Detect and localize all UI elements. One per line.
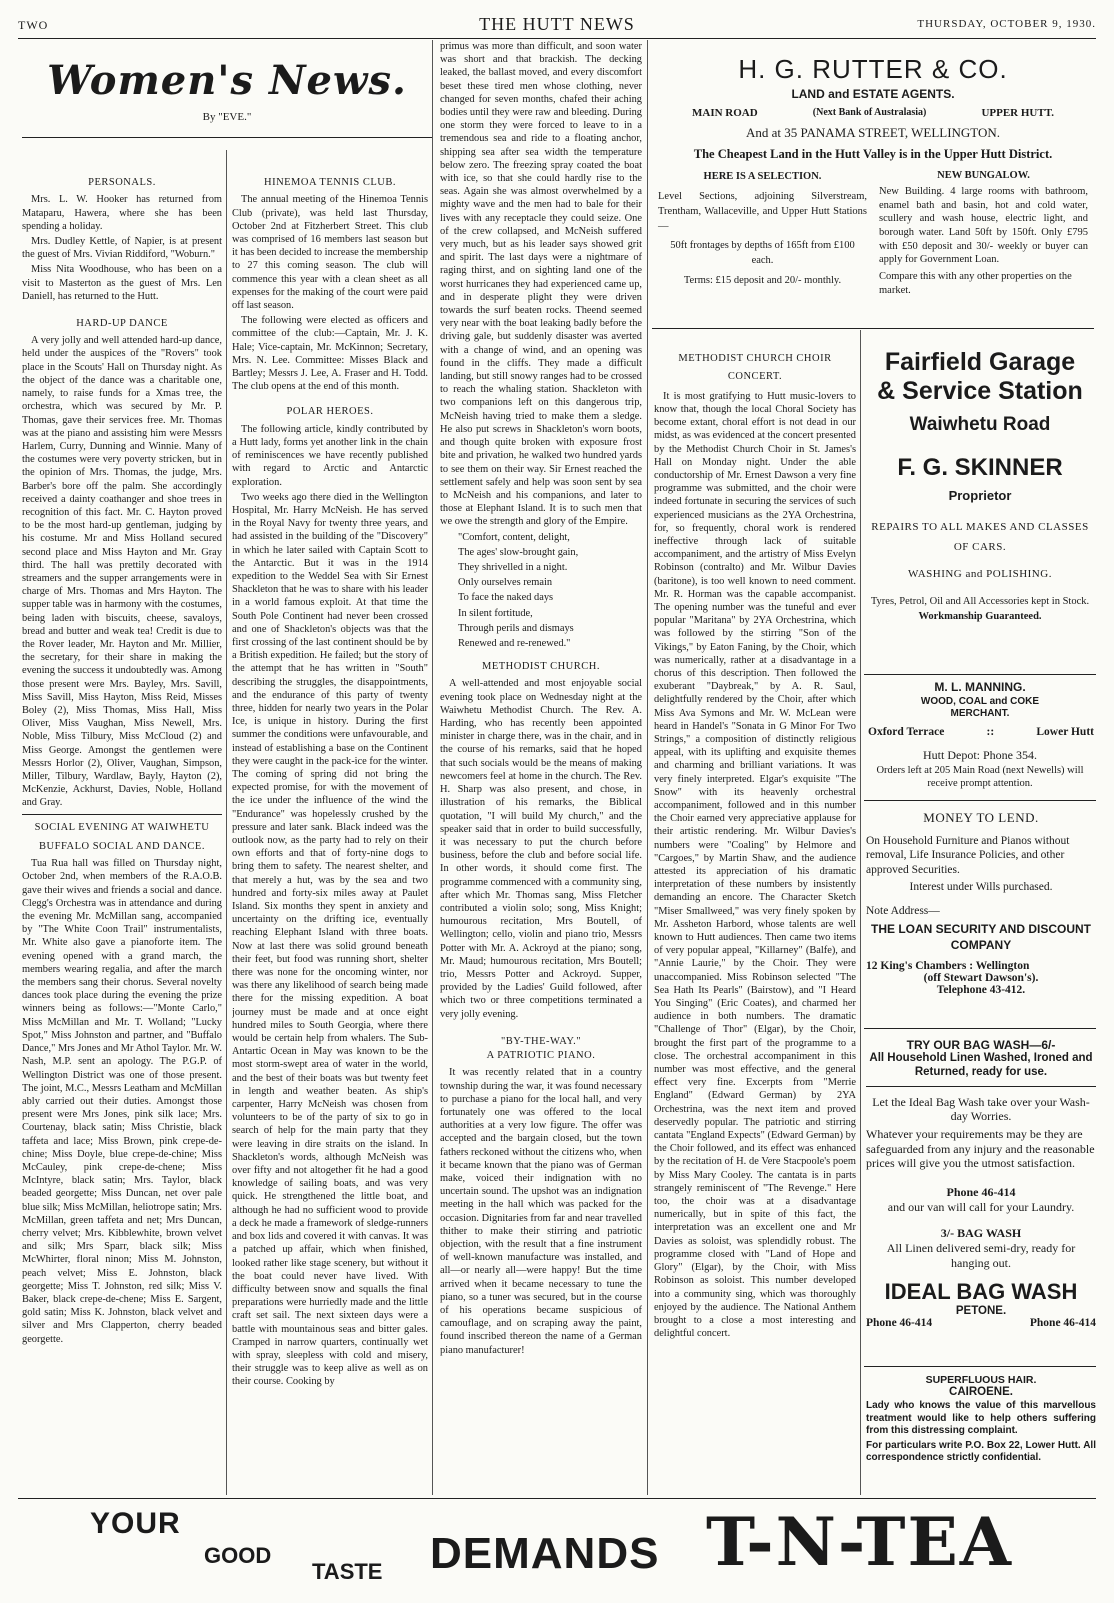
paragraph: primus was more than difficult, and soon water was short and that brackish. The decking leaked, the ballast moved, and every discomfort beset these tired men whose clothing, never changed for seven months, chafed their aching bodies until they were raw and bleeding. During one storm they were forced to leave to in a tremendous sea and ride to a floating anchor, shipping sea after sea width the temperature below zero. The freezing spray coated the boat with ice, so that she could hardly rise to the seas. Again she was almost overwhelmed by a mighty wave and the men had to bale for their lives with any receptacle they could seize. One of the crew collapsed, and McNeish suffered very much, but as his leader says showed grit and spirit. The last days were a nightmare of raging thirst, and on sighting land one of the worst hurricanes they had experienced came up, and in desperate plight they were driven towards the surf beaten rocks. Theend seemed very near with the boat leaking badly before the driving gale, but suddenly disaster was averted with a change of wind, and an opening was found in the cliffs. They made a difficult landing, but still snowy ranges had to be crossed to reach the whaling station. Shackleton with two companions left on this dangerous trip, McNeish having tried to make them a sledge. He also put screws in Shackleton's worn boots, and though quite broken with exposure frost bite and privation, he walked two hundred yards to see them on their way. Sir Ernest reached the settlement safely and help was soon sent by sea to McNeish and his companions, and later to those at Elephant Island. It is to such men that we owe the strength and glory of the Empire.	[440, 41, 642, 528]
manning-name: M. L. MANNING.	[934, 680, 1026, 694]
hair-advert	[866, 1372, 1096, 1494]
divider	[864, 1366, 1096, 1367]
bagwash-safeguard: Whatever your requirements may be they are safeguarded from any injury and the reasonable prices will give you the utmost satisfaction.	[866, 1127, 1095, 1171]
rutter-listings	[652, 169, 1094, 297]
manning-town: Lower Hutt	[1036, 726, 1094, 738]
rutter-advert	[652, 40, 1094, 328]
column-rule	[860, 330, 861, 1495]
issue-date: THURSDAY, OCTOBER 9, 1930.	[917, 18, 1096, 30]
piano-heading: A PATRIOTIC PIANO.	[486, 1050, 596, 1062]
garage-washing: WASHING and POLISHING.	[908, 568, 1052, 581]
paragraph: Two weeks ago there died in the Wellington Hospital, Mr. Harry McNeish. He has served in the Royal Navy for twenty three years, and had assisted in the building of the "Discovery" in which he later sailed with Captain Scott to the Antarctic. But it was in the 1914 expedition to the Weddel Sea with Sir Ernest Shackleton that he was to share with his leader in a world famous exploit. At that time the South Pole Continent had never been crossed and one of Shackleton's objects was that the first crossing of the last continent should be by a British expedition. He failed; but the story of the attempt that he has written in "South" describing the struggles, the disappointments, and the endurance of this party of twenty three, hidden for nearly two years in the Polar Ice, is unique in history. During the first summer the conditions were unfavourable, and instead of establishing a base on the Continent they were caught in the pack-ice for the winter. The coming of spring did not bring the expected promise, for with the movement of the ice under the influence of the wind the "Endurance" was hopelessly crushed by the pressure and later sank. Black indeed was the outlook now, as the party had to rely on their own efforts and that of forty-nine dogs to bring them to safety. The nearest shelter, and that merely a hut, was by the sea and two hundred and forty-six miles away at Paulet Island. Six months they spent in anxiety and uncertainty on the drifting ice, eventually reaching Elephant Island with three boats. Now at last there was solid ground beneath their feet, but food was running short, shelter there was none for the oncoming winter, nor was there any likelihood of search being made there for the missing expedition. A boat journey must be made and at once eight hundred miles to South Georgia, where there would be certain help from whalers. The Sub-Antartic Ocean in May was known to be the most storm-swept area of water in the world, and the best of their boats was but twenty feet in length and weather beaten. As ship's carpenter, Harry McNeish was chosen from volunteers to be of the party of six to go in search of help for the main party that they were leaving in dire straits on the island. In Shackleton's words, although McNeish was over fifty and not altogether fit he had a good knowledge of sailing boats, and was very quick. He strengthened the little boat, and although he had no sufficient wood to provide a deck he made a framework of sledge-runners and box lids and covered it with canvas. It was a patched up affair, which when finished, looked rather like stage scenery, but without it the boat could never have lived. With difficulty between snow and squalls the final preparations were hurriedly made and the little craft set sail. The next sixteen days were a battle with mountainous seas and bitter gales. Cramped in narrow quarters, continually wet with spray, sleepless with cold and misery, their struggle was to keep alive as well as on their course. Cooking by	[232, 491, 428, 1388]
hinemoa-heading: HINEMOA TENNIS CLUB.	[263, 177, 397, 188]
divider	[652, 328, 1094, 329]
manning-sep: ::	[986, 726, 995, 738]
money-address-2: (off Stewart Dawson's).	[923, 971, 1039, 984]
divider	[864, 674, 1096, 675]
paragraph: Tua Rua hall was filled on Thursday night, October 2nd, when members of the R.A.O.B. gave their wives and friends a social and dance. Clegg's Orchestra was in attendance and during the evening Mr. McMillan sang, accompanied by "The White Coon Trail" instrumentalists, Mr. White also gave a pianoforte item. The evening opened with a grand march, the members wearing regalia, and after the march the members sang their chorus. Several novelty dances took place during the evening the prize winners being as follows:—"Monte Carlo," Miss McMillan and Mr. T. Wolland; "Lucky Spot," Miss Johnston and partner, and "Buffalo Dance," Mrs Jones and Mr Athol Taylor. Mr. W. Nash, M.P. sent an apology. The P.G.P. of Wellington District was one of those present. The joint, M.C., Messrs Leatham and McMillan ably carried out their duties. Amongst those present were Mrs Jones, pink silk lace; Mrs. Courtenay, black satin; Miss Christie, black taffeta and lace; Miss Brown, pink crepe-de-chine; Miss Doyle, blue crepe-de-chine; Miss McCauley, pink crepe-de-chene; Miss McIntyre, black satin; Mrs. Taylor, black beaded georgette; Miss Duncan, net over pale blue silk; Miss McMillan, heliotrope satin; Mrs. McMillan, green taffeta and net; Mrs Duncan, cherry velvet; Mrs. Kibblewhite, brown velvet and silk; Mrs Sparr, black silk; Miss McWhirter, floral ninon; Miss M. Johnston, peach velvet; Miss E. Johnston, black georgette; Miss T. Johnston, red silk; Miss V. Baker, black crepe-de-chene; Miss E. Sargent, gold satin; Miss K. Johnston, black velvet and silver and Mrs Clapperton, cherry beaded georgette.	[22, 858, 222, 1345]
paragraph: A well-attended and most enjoyable social evening took place on Wednesday night at the Waiwhetu Methodist Church. The Rev. A. Harding, who has recently been appointed minister in charge there, was in the chair, and in the course of his remarks, said that he hoped that such socials would be the means of making newcomers feel at home in the church. The Rev. H. Sharp was also present, and chose, in illustration of his remarks, the Biblical quotation, "I will build My church," and the speaker said that in order to build successfully, it was necessary to put the church before business, before the club and before social life. In other words, it should come first. The programme commenced with a community sing, after which Mr. Thomas sang, Miss Fletcher contributed a violin solo; song, Miss Knight; humourous recitation, Mrs Boutell, of Wellington; cello, violin and piano trio, Messrs Potter with Mr. A. Ackroyd at the piano; song, Mr. Maud; humourous recitation, Mrs Boutell; trio, Messrs Potter and Ackroyd. Supper, provided by the Ladies' Guild followed, after which two or three competitions terminated a very jolly evening.	[440, 678, 642, 1020]
rutter-sub: LAND and ESTATE AGENTS.	[791, 87, 955, 101]
paragraph: Mrs. L. W. Hooker has returned from Mataparu, Hawera, where she has been spending a holiday.	[22, 194, 222, 232]
column-3	[440, 40, 642, 1496]
paragraph: A very jolly and well attended hard-up dance, held under the auspices of the "Rovers" took place in the Scouts' Hall on Thursday night. As the object of the dance was a charitable one, namely, to raise funds for a Xmas tree, the orchestra, which was secured by Mr. P. Thomas, gave their services free. Mr. Thomas was at the piano and assisting him were Messrs Harlem, Curry, Dunning and Winnie. Many of the costumes were very poverty stricken, but in the opinion of Mrs. Thomas, the judge, Mrs. Barber's bore off the palm. She accordingly received a dainty coathanger and shoe trees in recognition of this fact. Mr. C. Hayton proved to be the most hard-up gentleman, judging by his costume. Mr and Miss Holland secured second place and Miss Hayton and Mr. Gray third. The hall was prettily decorated with streamers and the supper arrangements were in charge of Mrs. Thomas and Mrs Hayton. The supper table was in harmony with the costumes, being laden with biscuits, cheese, savaloys, bread and butter and weak tea! Credit is due to the Rover leader, Mr. Hayton and Mr. Millier, the secretary, for their share in making the evening the success it undoubtedly was. Among those present were Mrs. Bayley, Mrs. Savill, Miss Savill, Miss Hayton, Miss Reid, Misses Boley (2), Miss Thomas, Miss Hall, Miss Oliver, Miss Vaughan, Miss Newell, Mrs. Noble, Miss Tilbury, Miss McCloud (2) and Miss George. Amongst the gentlemen were Messrs Horlor (2), Oliver, Vaughan, Simpson, Miller, Tilbury, Wardlaw, Bayly, Hayton (2), McKenzie, Ackhurst, Davies, Noble, Holland and Gray.	[22, 335, 222, 809]
addr-left: MAIN ROAD	[692, 107, 758, 119]
masthead	[18, 12, 1096, 39]
garage-stock: Tyres, Petrol, Oil and All Accessories kept in Stock.	[870, 596, 1090, 608]
column-1	[22, 168, 222, 1496]
choir-article	[654, 342, 856, 1496]
footer-word-good: GOOD	[204, 1543, 272, 1568]
byline: By "EVE."	[202, 110, 252, 123]
paragraph: It is most gratifying to Hutt music-lovers to know that, though the local Choral Society has become extant, choral effort is not dead in our midst, as was evidenced at the concert presented by the Methodist Church Choir in St. James's Hall on Monday night. Under the able conductorship of Mr. Ernest Dawson a very fine programme was submitted, and the choir were indeed fortunate in securing the services of such experienced musicians as the 2YA Orchestrina, for, so frequently, choral work is rendered ineffective through lack of suitable accompaniment, and the artistry of Miss Evelyn Robinson (contralto) and Mr. Wilbur Davies (baritone), is too well known to need comment. Mr. R. Horman was the capable accompanist. The opening number was the tuneful and ever popular "Maritana" by 2YA Orchestrina, which was followed by the stirring "Son of the Vikings," by Eaton Faning, by the Choir, which was numerically, rather at a disadvantage in a chorus of this description. Then followed the exuberant "Daybreak," by A. R. Saul, delightfully rendered by the Choir, after which Miss Ava Symons and Mr. W. McLean were heard in Handel's "Sonata in G Minor For Two Strings," a composition of distinctly religious appeal, with its uplifting and exquisite themes and charming and brilliant variations. It was very finely interpreted. Elgar's exquisite "The Snow" with its heavenly orchestral accompaniment, followed and in this number the Choir earned very appreciative applause for their artistic rendering. Mr. Wilbur Davies's numbers were "Coaling" by Helmore and "Cargoes," by Martin Shaw, and the audience attested its appreciation of his dramatic interpretation of these numbers by insistently demanding an encore. The Character Sketch "Miser Smallweed," was very finely spoken by Mr. Assheton Harbord, whose talents are well known to Hutt audiences. Then came two items of very popular appeal, "Killarney" (Balfe), and "Annie Laurie," by the Choir. They were unaccompanied. Miss Robinson selected "The Sea Hath Its Pearls" (Bairstow), and "I Heard You Singing" (Eric Coates), and charmed her audience in both numbers. The dramatic "Challenge of Thor" (Elgar), by the Choir, brought the first part of the programme to a close. The orchestral accompaniment in this number was most effective, and the general effect very fine. Excerpts from "Merrie England" (Edward German) by 2YA Orchestrina, was the next item and proved deservedly popular. The patriotic and stirring cantata "England Expects" (Edward German) by the Choir followed, and its effect was enhanced by the recitation of H. de Vere Stacpoole's poem by Miss Mary Cooley. The cantata is in parts strangely reminiscent of "The Revenge." Here too, the choir was at a disadvantage numerically, but in spite of this fact, the interpretation was an excellent one and Mr Davies as soloist, was splendidly robust. The programme closed with "Land of Hope and Glory" (Elgar), by the Choir, with Miss Robinson as soloist. This number developed into a community sing, which was thoroughly enjoyed by the audience. The National Anthem brought to a close a most interesting and delightful concert.	[654, 390, 856, 1340]
column-2	[232, 168, 428, 1496]
bungalow-text: New Building. 4 large rooms with bathroom, enamel bath and basin, hot and cold water, scullery and wash house, electric light, and borough water. Land 50ft by 150ft. Only £795 with £50 deposit and 30/- weekly or buyer can apply for Government Loan.	[879, 186, 1088, 266]
garage-name-1: Fairfield Garage	[884, 348, 1076, 376]
manning-street: Oxford Terrace	[868, 726, 945, 738]
money-title: MONEY TO LEND.	[923, 810, 1039, 825]
money-wills: Interest under Wills purchased.	[909, 881, 1053, 894]
manning-orders: Orders left at 205 Main Road (next Newells) will receive prompt attention.	[876, 765, 1084, 789]
selection-terms: Terms: £15 deposit and 20/- monthly.	[683, 274, 842, 286]
bungalow-title: NEW BUNGALOW.	[937, 170, 1030, 182]
column-rule	[647, 40, 648, 1495]
addr-mid: (Next Bank of Australasia)	[812, 107, 927, 118]
paragraph: Mrs. Dudley Kettle, of Napier, is at present the guest of Mrs. Vivian Riddiford, "Woburn."	[22, 235, 222, 261]
selection-frontages: 50ft frontages by depths of 165ft from £100 each.	[670, 240, 855, 267]
bagwash-try: TRY OUR BAG WASH—6/-	[906, 1038, 1056, 1052]
bagwash-phones	[866, 1317, 1096, 1329]
footer-brand: T-N-TEA	[706, 1503, 1014, 1581]
money-address: 12 King's Chambers : Wellington	[866, 959, 1030, 972]
garage-road: Waiwhetu Road	[909, 413, 1051, 435]
newspaper-title: THE HUTT NEWS	[479, 14, 635, 34]
garage-repairs: REPAIRS TO ALL MAKES AND CLASSES OF CARS.	[871, 520, 1089, 554]
garage-proprietor-name: F. G. SKINNER	[897, 453, 1063, 481]
garage-advert	[864, 340, 1096, 670]
money-advert	[866, 806, 1096, 1026]
footer-word-demands: DEMANDS	[430, 1529, 660, 1578]
money-text: On Household Furniture and Pianos without removal, Life Insurance Policies, and other approved Securities.	[866, 835, 1070, 876]
bagwash-worries: Let the Ideal Bag Wash take over your Wash-day Worries.	[872, 1094, 1090, 1123]
bagwash-3s: 3/- BAG WASH	[940, 1225, 1022, 1240]
divider	[864, 1028, 1096, 1029]
bagwash-name: IDEAL BAG WASH	[884, 1278, 1078, 1304]
methodist-heading: METHODIST CHURCH.	[482, 661, 600, 673]
rutter-name: H. G. RUTTER & CO.	[738, 54, 1008, 84]
byway-heading: "BY-THE-WAY."	[500, 1035, 582, 1047]
bagwash-advert	[866, 1034, 1096, 1364]
column-rule	[432, 40, 433, 1495]
rutter-selection	[652, 169, 873, 297]
addr-right: UPPER HUTT.	[981, 107, 1054, 119]
footer-advert	[18, 1498, 1096, 1599]
polar-heading: POLAR HEROES.	[286, 406, 374, 418]
paragraph: The following article, kindly contributed by a Hutt lady, forms yet another link in the chain of reminiscences we have recently published with regard to Arctic and Antarctic exploration.	[232, 423, 428, 488]
choir-heading: METHODIST CHURCH CHOIR CONCERT.	[678, 353, 832, 382]
bagwash-semi-dry: All Linen delivered semi-dry, ready for hanging out.	[886, 1240, 1076, 1270]
selection-text: Level Sections, adjoining Silverstream, Trentham, Wallaceville, and Upper Hutt Stations—	[658, 190, 867, 233]
bagwash-phone: Phone 46-414	[946, 1184, 1016, 1199]
personals-heading: PERSONALS.	[88, 177, 156, 188]
bagwash-town: PETONE.	[955, 1304, 1007, 1317]
bungalow-compare: Compare this with any other properties on the market.	[879, 270, 1072, 296]
bagwash-phone-left: Phone 46-414	[866, 1316, 933, 1329]
buffalo-heading: BUFFALO SOCIAL AND DANCE.	[39, 840, 205, 852]
rutter-address	[692, 107, 1054, 119]
divider	[864, 800, 1096, 801]
bagwash-van: and our van will call for your Laundry.	[887, 1199, 1075, 1214]
rutter-bungalow	[873, 169, 1094, 297]
paragraph: It was recently related that in a country township during the war, it was found necessary to purchase a piano for the local hall, and very fortunately one was offered to the local authorities at a very low figure. The offer was accepted and the bargain closed, but the town fathers reckoned without the citizens who, when it became known that the piano was of German make, voiced their indignation with no uncertain sound. The upshot was an indignation meeting in the hall which was packed for the occasion. Dignitaries from far and near travelled thither to make their stirring and patriotic objection, with the result that a fine instrument of well-known manufacture was installed, and all—or nearly all—were happy! But the time arrived when it became necessary to tune the piano, so a tuner was secured, but in the course of his operations became suspicious of camouflage, and on scraping away the paint, found inscribed thereon the name of a German piano manufacturer!	[440, 1067, 642, 1356]
divider	[866, 1086, 1096, 1087]
poem-line: In silent fortitude,	[458, 607, 533, 619]
selection-title: HERE IS A SELECTION.	[703, 171, 822, 183]
rutter-address-2: And at 35 PANAMA STREET, WELLINGTON.	[745, 125, 1001, 140]
manning-advert	[864, 680, 1096, 798]
money-note: Note Address—	[866, 905, 940, 918]
hair-product: CAIROENE.	[949, 1386, 1013, 1398]
poem-line: Through perils and dismays	[458, 622, 574, 634]
garage-proprietor: Proprietor	[948, 487, 1012, 503]
paragraph: The following were elected as officers and committee of the club:—Captain, Mr. J. K. Hale; Vice-captain, Mr. McKinnon; Secretary, Mrs. N. Lee. Committee: Misses Black and Bartley; Messrs J. Lee, A. Fraser and H. Todd. The club opens at the end of this month.	[232, 315, 428, 393]
womens-news-header	[22, 40, 432, 152]
footer-word-taste: TASTE	[312, 1559, 383, 1584]
paragraph: Miss Nita Woodhouse, who has been on a visit to Masterton as the guest of Mrs. Len Daniell, has returned to the Hutt.	[22, 264, 222, 302]
hardup-heading: HARD-UP DANCE	[76, 317, 168, 329]
money-phone: Telephone 43-412.	[936, 983, 1026, 996]
garage-guarantee: Workmanship Guaranteed.	[918, 611, 1042, 623]
poem-line: "Comfort, content, delight,	[458, 531, 570, 543]
poem-line: They shrivelled in a night.	[458, 561, 568, 573]
rutter-cheapest: The Cheapest Land in the Hutt Valley is in the Upper Hutt District.	[693, 147, 1053, 161]
manning-trade: WOOD, COAL and COKE MERCHANT.	[920, 696, 1040, 719]
poem-line: Renewed and re-renewed."	[458, 637, 571, 649]
paragraph: The annual meeting of the Hinemoa Tennis Club (private), was held last Thursday, October 2nd at Fitzherbert Street. This club was comprised of 16 members last season but it has been decided to increase the membership to 27 this coming season. The club will commence this year with a clean sheet as all expenses for the making of the court were paid off last season.	[232, 194, 428, 311]
poem-line: The ages' slow-brought gain,	[458, 546, 579, 558]
footer-word-your: YOUR	[90, 1507, 181, 1540]
column-rule	[226, 150, 227, 1495]
divider	[22, 137, 432, 138]
bagwash-phone-right: Phone 46-414	[1029, 1316, 1096, 1329]
divider	[22, 814, 222, 815]
poem-line: Only ourselves remain	[458, 577, 553, 589]
section-heading: Women's News.	[47, 57, 407, 104]
page-number: TWO	[18, 18, 49, 32]
manning-address	[868, 726, 1094, 738]
hair-title: SUPERFLUOUS HAIR.	[925, 1374, 1037, 1386]
hair-contact: For particulars write P.O. Box 22, Lower Hutt. All correspondence strictly confidential.	[866, 1439, 1096, 1463]
garage-name-2: & Service Station	[877, 376, 1083, 405]
money-company: THE LOAN SECURITY AND DISCOUNT COMPANY	[870, 922, 1091, 953]
manning-phone: Hutt Depot: Phone 354.	[923, 748, 1037, 762]
bagwash-household: All Household Linen Washed, Ironed and Returned, ready for use.	[869, 1052, 1093, 1078]
social-heading: SOCIAL EVENING AT WAIWHETU	[34, 821, 210, 833]
poem-line: To face the naked days	[458, 592, 554, 604]
hair-text: Lady who knows the value of this marvellous treatment would like to help others suffering from this distressing complaint.	[866, 1400, 1096, 1436]
